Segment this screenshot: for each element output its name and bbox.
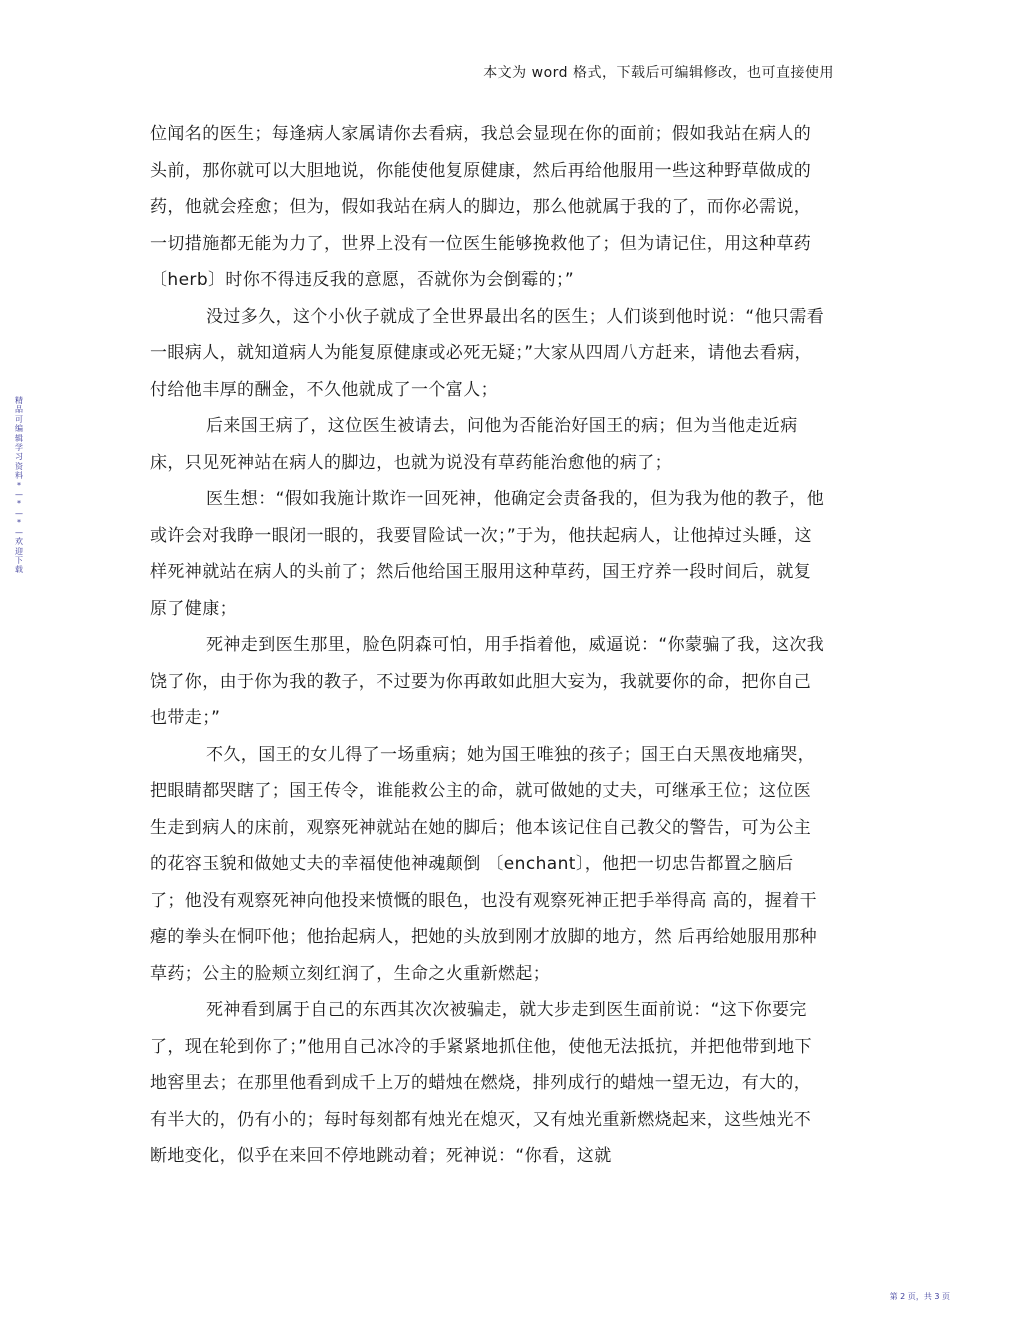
paragraph: 死神走到医生那里，脸色阴森可怕，用手指着他，威逼说：“你蒙骗了我，这次我饶了你，由于你为我的教子，不过要为你再敢如此胆大妄为，我就要你的命，把你自己也带走；” bbox=[150, 635, 825, 728]
page-number: 第 2 页，共 3 页 bbox=[889, 1292, 950, 1301]
paragraph: 医生想：“假如我施计欺诈一回死神，他确定会责备我的，但为我为他的教子，他或许会对我睁一眼闭一眼的，我要冒险试一次；”于为，他扶起病人，让他掉过头睡，这样死神就站在病人的头前了；然后他给国王服用这种草药，国王疗养一段时间后，就复原了健康； bbox=[150, 489, 825, 619]
document-body bbox=[150, 116, 826, 1175]
paragraph-continued: 位闻名的医生；每逢病人家属请你去看病，我总会显现在你的面前；假如我站在病人的头前，那你就可以大胆地说，你能使他复原健康，然后再给他服用一些这种野草做成的药，他就会痊愈；但为，假如我站在病人的脚边，那么他就属于我的了，而你必需说，一切措施都无能为力了，世界上没有一位医生能够挽救他了；但为请记住，用这种草药 〔herb〕时你不得违反我的意愿，否就你为会倒霉的；” bbox=[150, 124, 812, 290]
paragraph: 不久，国王的女儿得了一场重病；她为国王唯独的孩子；国王白天黑夜地痛哭，把眼睛都哭瞎了；国王传令，谁能救公主的命，就可做她的丈夫，可继承王位；这位医生走到病人的床前，观察死神就站在她的脚后；他本该记住自己教父的警告，可为公主的花容玉貌和做她丈夫的幸福使他神魂颠倒 〔enchant〕，他把一切忠告都置之脑后了；他没有观察死神向他投来愤慨的眼色，也没有观察死神正把手举得高 高的，握着干瘪的拳头在恫吓他；他抬起病人，把她的头放到刚才放脚的地方，然 后再给她服用那种草药；公主的脸颊立刻红润了，生命之火重新燃起； bbox=[150, 744, 818, 984]
paragraph: 死神看到属于自己的东西其次次被骗走，就大步走到医生面前说：“这下你要完了，现在轮到你了；”他用自己冰冷的手紧紧地抓住他，使他无法抵抗，并把他带到地下地窖里去；在那里他看到成千上万的蜡烛在燃烧，排列成行的蜡烛一望无边，有大的，有半大的，仍有小的；每时每刻都有烛光在熄灭，又有烛光重新燃烧起来，这些烛光不断地变化，似乎在来回不停地跳动着；死神说：“你看，这就 bbox=[150, 1000, 812, 1166]
paragraph: 后来国王病了，这位医生被请去，问他为否能治好国王的病；但为当他走近病床，只见死神站在病人的脚边，也就为说没有草药能治愈他的病了； bbox=[150, 416, 798, 473]
paragraph: 没过多久，这个小伙子就成了全世界最出名的医生；人们谈到他时说：“他只需看一眼病人，就知道病人为能复原健康或必死无疑；”大家从四周八方赶来，请他去看病，付给他丰厚的酬金，不久他就成了一个富人； bbox=[150, 306, 825, 400]
header-note: 本文为 word 格式，下载后可编辑修改，也可直接使用 bbox=[483, 65, 834, 81]
sidebar-watermark-note: 精品可编辑学习资料*—*—*—欢迎下载 bbox=[15, 396, 23, 575]
